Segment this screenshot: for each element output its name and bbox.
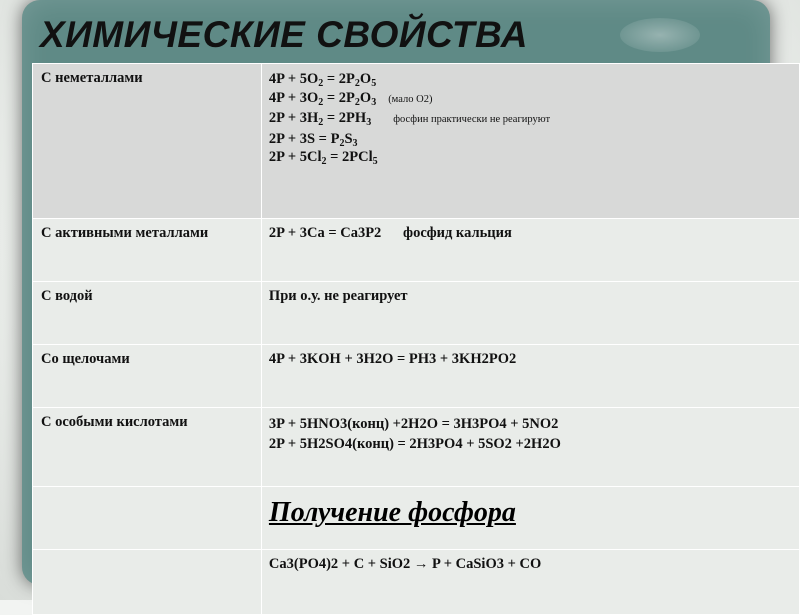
row-label [33,487,262,550]
equation-line: $2P + 5Cl_2 = 2PCl_5$ [268,149,378,167]
equation-line: 3P + 5HNO3(конц) +2H2O = 3H3PO4 + 5NO2 [268,416,559,432]
row-label: С неметаллами [33,64,262,219]
slide-title: ХИМИЧЕСКИЕ СВОЙСТВА [40,14,528,55]
reaction-cell: При о.у. не реагирует [261,282,799,345]
equation-line: $4P + 3O_2 = 2P_2O_3$ (мало O2) [268,89,433,108]
table-row [33,408,800,487]
reaction-cell: 4P + 3KOH + 3H2O = PH3 + 3KH2PO2 [261,345,799,408]
table-row [33,282,800,345]
equation-line: 2P + 5H2SO4(конц) = 2H3PO4 + 5SO2 +2H2O [268,436,561,452]
properties-table [32,63,800,615]
table-row [33,345,800,408]
row-label: С особыми кислотами [33,408,262,487]
reactions-cell [261,64,799,219]
equation-note: (мало O2) [388,93,433,105]
row-label: С водой [33,282,262,345]
equation-note: фосфин практически не реагируют [393,114,551,125]
section-heading: Получение фосфора [261,487,799,550]
equation-line: $4P + 5O_2 = 2P_2O_5$ [268,71,377,89]
equation-line: $2P + 3S = P_2S_3$ [268,130,358,149]
table-row [33,550,800,615]
panel-glare [620,18,700,52]
table-row [33,64,800,219]
reaction-cell: Ca3(PO4)2 + C + SiO2 → P + CaSiO3 + CO [261,550,799,615]
equation-line: $2P + 3H_2 = 2PH_3$ фосфин практически не реагируют [268,110,551,128]
row-label [33,550,262,615]
row-label: Со щелочами [33,345,262,408]
reaction-cell: 2P + 3Ca = Ca3P2 фосфид кальция [261,219,799,282]
table-row [33,219,800,282]
row-label: С активными металлами [33,219,262,282]
table-row [33,487,800,550]
reactions-cell [261,408,799,487]
